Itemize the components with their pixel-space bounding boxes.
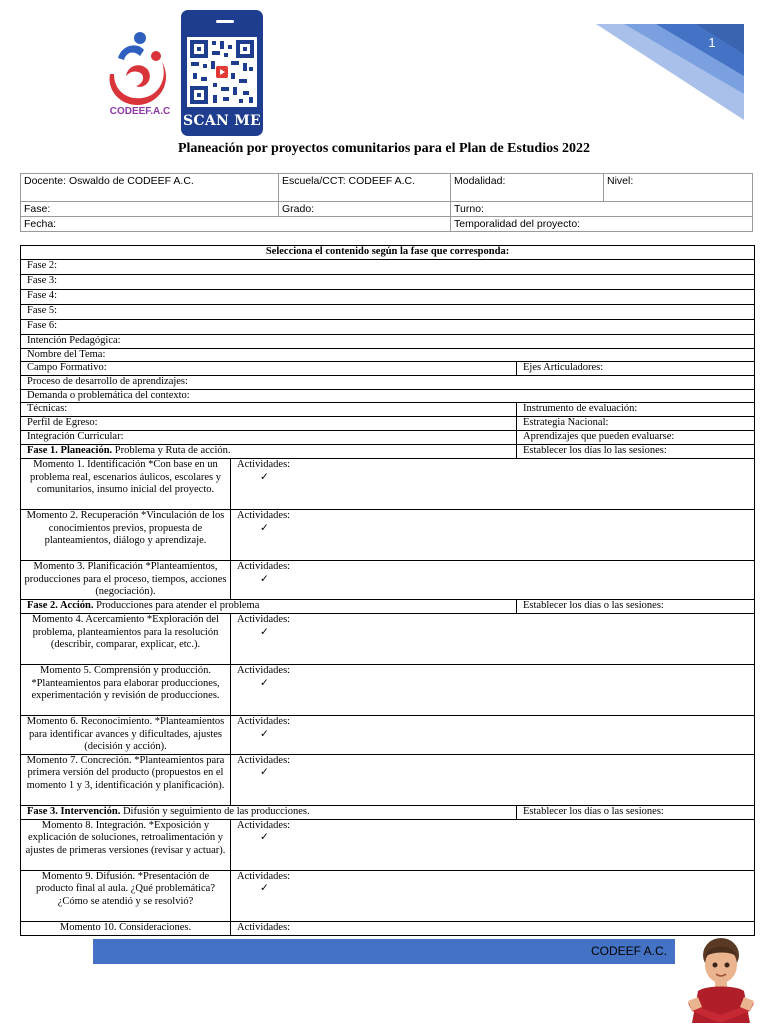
phase-2-days[interactable]: Establecer los días o las sesiones:	[517, 600, 755, 614]
actividades-6[interactable]: Actividades: ✓	[231, 716, 755, 755]
turno-field[interactable]: Turno:	[451, 202, 753, 217]
demanda-row[interactable]: Demanda o problemática del contexto:	[21, 389, 755, 403]
fase-5-row[interactable]: Fase 5:	[21, 305, 755, 320]
momento-1: Momento 1. Identificación *Con base en un problema real, escenarios áulicos, escolares y comunitarios, insumo inicial del proyecto.	[21, 459, 231, 510]
planning-table	[20, 245, 755, 936]
escuela-field[interactable]: Escuela/CCT: CODEEF A.C.	[279, 174, 451, 202]
momento-4: Momento 4. Acercamiento *Exploración del problema, planteamientos para la resolución (describir, comparar, explicar, etc.).	[21, 614, 231, 665]
fase-6-row[interactable]: Fase 6:	[21, 320, 755, 335]
fase-2-row[interactable]: Fase 2:	[21, 260, 755, 275]
modalidad-field[interactable]: Modalidad:	[451, 174, 604, 202]
momento-10: Momento 10. Consideraciones.	[21, 921, 231, 935]
actividades-1[interactable]: Actividades: ✓	[231, 459, 755, 510]
tema-row[interactable]: Nombre del Tema:	[21, 348, 755, 362]
fecha-field[interactable]: Fecha:	[21, 217, 451, 232]
temporalidad-field[interactable]: Temporalidad del proyecto:	[451, 217, 753, 232]
actividades-7[interactable]: Actividades: ✓	[231, 754, 755, 805]
info-table	[20, 173, 753, 232]
actividades-9[interactable]: Actividades: ✓	[231, 870, 755, 921]
estrategia-cell[interactable]: Estrategia Nacional:	[517, 417, 755, 431]
momento-3: Momento 3. Planificación *Planteamientos, producciones para el proceso, tiempos, acciones (negociación).	[21, 561, 231, 600]
instrumento-cell[interactable]: Instrumento de evaluación:	[517, 403, 755, 417]
document-title: Planeación por proyectos comunitarios para el Plan de Estudios 2022	[177, 141, 591, 156]
check-icon: ✓	[260, 728, 269, 740]
check-icon: ✓	[260, 471, 269, 483]
grado-field[interactable]: Grado:	[279, 202, 451, 217]
momento-8: Momento 8. Integración. *Exposición y explicación de soluciones, retroalimentación y ajustes de primeras versiones (revisar y actuar).	[21, 819, 231, 870]
phase-2-header: Fase 2. Acción. Producciones para atender el problema	[21, 600, 517, 614]
actividades-4[interactable]: Actividades: ✓	[231, 614, 755, 665]
integracion-cell[interactable]: Integración Curricular:	[21, 431, 517, 445]
scan-me-label: SCAN ME	[182, 113, 262, 129]
fase-4-row[interactable]: Fase 4:	[21, 290, 755, 305]
tecnicas-cell[interactable]: Técnicas:	[21, 403, 517, 417]
actividades-2[interactable]: Actividades: ✓	[231, 510, 755, 561]
footer-text: CODEEF A.C.	[590, 944, 667, 958]
perfil-cell[interactable]: Perfil de Egreso:	[21, 417, 517, 431]
avatar-illustration	[684, 935, 758, 1023]
check-icon: ✓	[260, 626, 269, 638]
phase-1-header: Fase 1. Planeación. Problema y Ruta de acción.	[21, 445, 517, 459]
check-icon: ✓	[260, 767, 269, 778]
phase-1-days[interactable]: Establecer los días lo las sesiones:	[517, 445, 755, 459]
fase-field[interactable]: Fase:	[21, 202, 279, 217]
campo-formativo-cell[interactable]: Campo Formativo:	[21, 362, 517, 376]
check-icon: ✓	[260, 832, 269, 843]
momento-7: Momento 7. Concreción. *Planteamientos para primera versión del producto (propuestos en el momento 1 y 3, identificación y planificación).	[21, 754, 231, 805]
page-number: 1	[708, 35, 716, 50]
check-icon: ✓	[260, 522, 269, 534]
content-selection-header: Selecciona el contenido según la fase que corresponda:	[21, 246, 755, 260]
actividades-5[interactable]: Actividades: ✓	[231, 665, 755, 716]
logo-text: CODEEF.A.C	[109, 106, 171, 117]
phase-3-header: Fase 3. Intervención. Difusión y seguimiento de las producciones.	[21, 805, 517, 819]
ejes-cell[interactable]: Ejes Articuladores:	[517, 362, 755, 376]
momento-9: Momento 9. Difusión. *Presentación de producto final al aula. ¿Qué problemática? ¿Cómo se atendió y se resolvió?	[21, 870, 231, 921]
momento-6: Momento 6. Reconocimiento. *Planteamientos para identificar avances y dificultades, ajustes (decisión y acción).	[21, 716, 231, 755]
momento-2: Momento 2. Recuperación *Vinculación de los conocimientos previos, propuesta de planteamientos, diálogo y aprendizaje.	[21, 510, 231, 561]
actividades-8[interactable]: Actividades: ✓	[231, 819, 755, 870]
docente-field[interactable]: Docente: Oswaldo de CODEEF A.C.	[21, 174, 279, 202]
momento-5: Momento 5. Comprensión y producción. *Planteamientos para elaborar producciones, experimentación y revisión de producciones.	[21, 665, 231, 716]
actividades-3[interactable]: Actividades: ✓	[231, 561, 755, 600]
check-icon: ✓	[260, 677, 269, 689]
intencion-row[interactable]: Intención Pedagógica:	[21, 335, 755, 349]
qr-code-icon[interactable]	[187, 37, 257, 107]
aprendizajes-cell[interactable]: Aprendizajes que pueden evaluarse:	[517, 431, 755, 445]
check-icon: ✓	[260, 883, 269, 894]
phase-3-days[interactable]: Establecer los días o las sesiones:	[517, 805, 755, 819]
proceso-row[interactable]: Proceso de desarrollo de aprendizajes:	[21, 376, 755, 390]
fase-3-row[interactable]: Fase 3:	[21, 275, 755, 290]
check-icon: ✓	[260, 573, 269, 585]
nivel-field[interactable]: Nivel:	[604, 174, 753, 202]
phone-notch	[216, 20, 234, 23]
actividades-10[interactable]: Actividades:	[231, 921, 755, 935]
